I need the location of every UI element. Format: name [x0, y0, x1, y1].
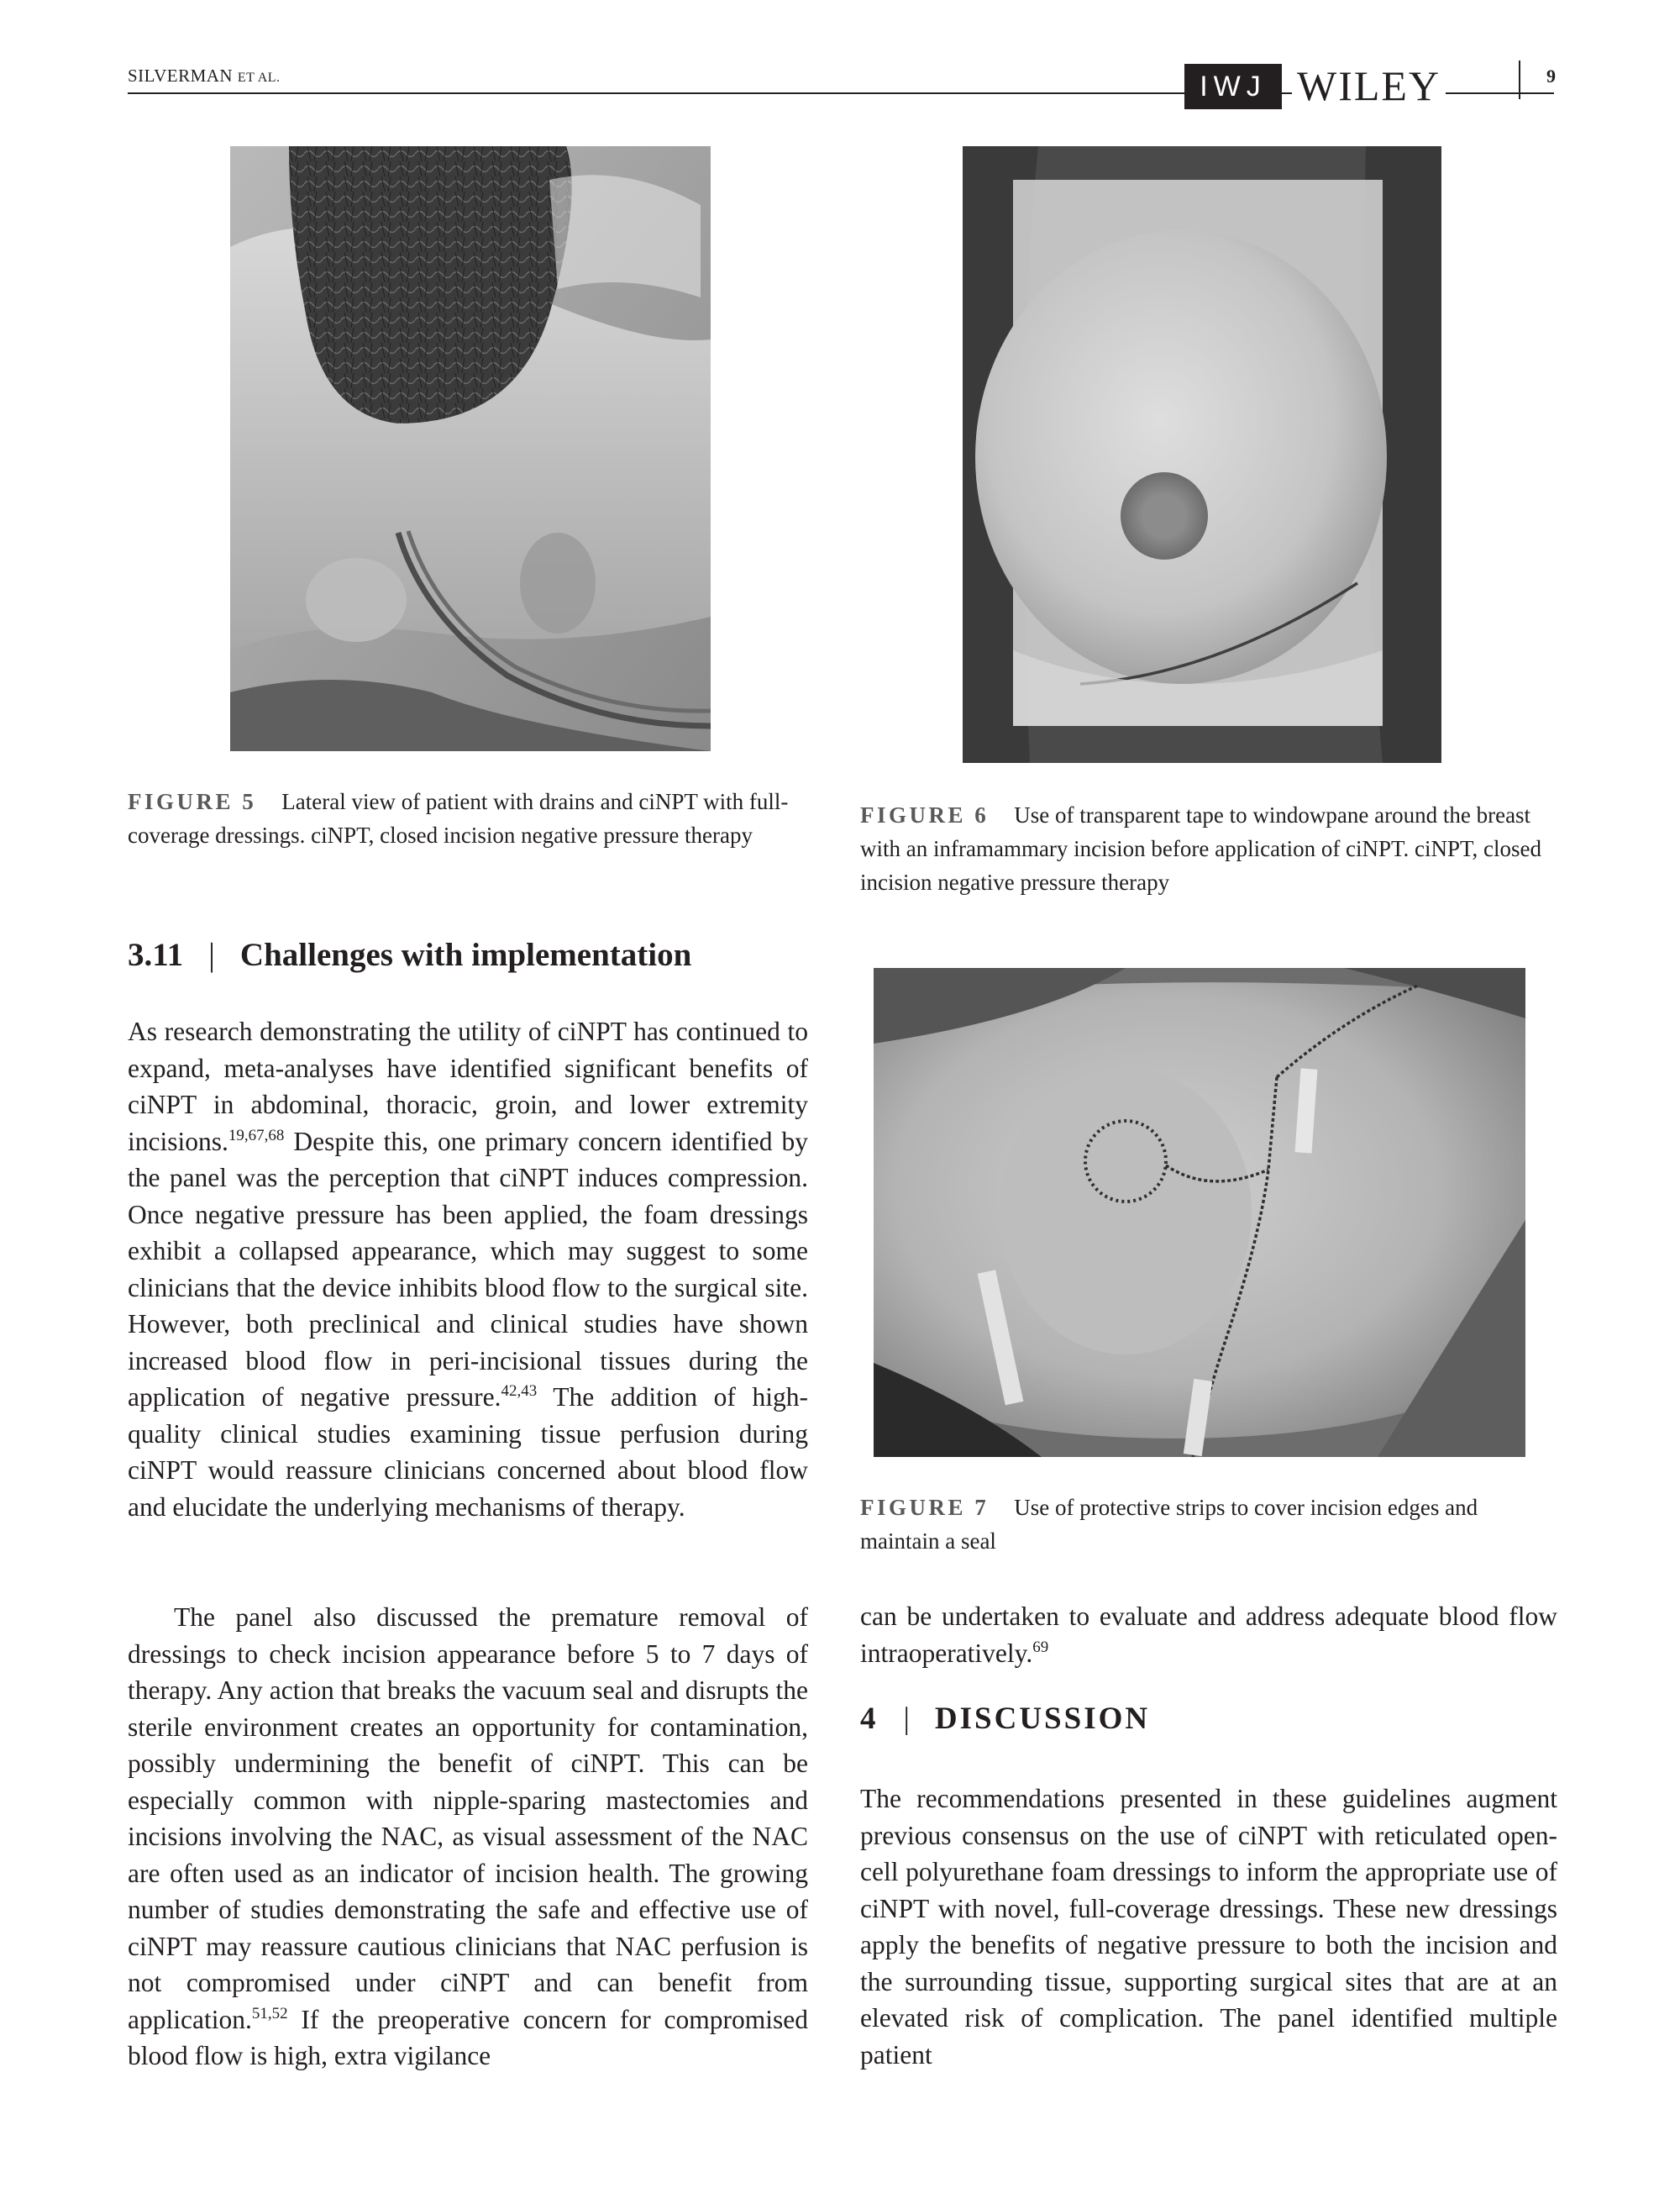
figure-6-caption [860, 798, 1557, 899]
figure-7-image [874, 968, 1525, 1457]
section-3-11-paragraph-1 [128, 1013, 808, 1525]
figure-6-label: FIGURE 6 [860, 802, 990, 828]
section-number: 3.11 [128, 937, 184, 973]
figure-6-image [963, 146, 1441, 763]
figure-7-photo [874, 968, 1525, 1457]
journal-logo: IWJ [1184, 64, 1282, 109]
paragraph-text: can be undertaken to evaluate and address adequate blood flow intraoperatively. [860, 1602, 1557, 1668]
figure-5-caption-text: Lateral view of patient with drains and ciNPT with full-coverage dressings. ciNPT, closed incision negative pressure therapy [128, 789, 789, 848]
paragraph-text: The addition of high-quality clinical studies examining tissue perfusion during ciNPT would reassure clinicians concerned about blood flow and elucidate the underlying mechanisms of therapy. [128, 1382, 808, 1522]
section-3-11-paragraph-2 [128, 1599, 808, 2075]
figure-5-caption [128, 785, 810, 852]
figure-7-caption [860, 1491, 1557, 1558]
citation-reference: 51,52 [251, 2004, 288, 2022]
section-heading-3-11 [128, 936, 691, 974]
figure-5-image [230, 146, 711, 751]
section-4-paragraph-1: The recommendations presented in these guidelines augment previous consensus on the use of ciNPT with reticulated open-cell polyurethane foam dressings to inform the appropriate use of ciNPT with novel, full-coverage dressings. These new dressings apply the benefits of negative pressure to both the incision and the surrounding tissue, supporting surgical sites that are at an elevated risk of complication. The panel identified multiple patient [860, 1784, 1557, 2070]
figure-6-caption-text: Use of transparent tape to windowpane around the breast with an inframammary incision before application of ciNPT. ciNPT, closed incision negative pressure therapy [860, 802, 1542, 895]
section-3-11-paragraph-2-continued [860, 1598, 1557, 1671]
paragraph-text: The panel also discussed the premature removal of dressings to check incision appearance before 5 to 7 days of therapy. Any action that breaks the vacuum seal and disrupts the sterile environment creates an opportunity for contamination, possibly undermining the benefit of ciNPT. This can be especially common with nipple-sparing mastectomies and incisions involving the NAC, as visual assessment of the NAC are often used as an indicator of incision health. The growing number of studies demonstrating the safe and effective use of ciNPT may reassure cautious clinicians that NAC perfusion is not compromised under ciNPT and can benefit from application. [128, 1602, 808, 2034]
section-heading-4 [860, 1701, 1150, 1737]
heading-separator: | [903, 1701, 910, 1736]
citation-reference: 42,43 [501, 1382, 538, 1400]
section-number: 4 [860, 1701, 879, 1736]
author-name: SILVERMAN [128, 66, 234, 86]
paragraph-text: As research demonstrating the utility of ciNPT has continued to expand, meta-analyses have identified significant benefits of ciNPT in abdominal, thoracic, groin, and lower extremity incisions. [128, 1017, 808, 1156]
paragraph-text: Despite this, one primary concern identified by the panel was the perception that ciNPT induces compression. Once negative pressure has been applied, the foam dressings exhibit a collapsed appearance, which may suggest to some clinicians that the device inhibits blood flow to the surgical site. However, both preclinical and clinical studies have shown increased blood flow in peri-incisional tissues during the application of negative pressure. [128, 1126, 808, 1412]
citation-reference: 69 [1032, 1638, 1049, 1656]
figure-5-photo [230, 146, 711, 751]
running-head-author [128, 66, 281, 87]
paragraph-text: If the preoperative concern for compromised blood flow is high, extra vigilance [128, 2004, 808, 2070]
figure-7-caption-text: Use of protective strips to cover incision edges and maintain a seal [860, 1495, 1478, 1554]
publisher-logo: WILEY [1292, 60, 1446, 111]
heading-separator: | [208, 937, 215, 973]
figure-5-label: FIGURE 5 [128, 789, 257, 814]
citation-reference: 19,67,68 [228, 1126, 285, 1144]
figure-6-photo [963, 146, 1441, 763]
section-title: DISCUSSION [934, 1701, 1151, 1736]
figure-7-label: FIGURE 7 [860, 1495, 990, 1520]
author-suffix: ET AL. [237, 71, 281, 85]
section-title: Challenges with implementation [239, 937, 692, 973]
page-number: 9 [1546, 66, 1556, 87]
header-divider [1519, 60, 1520, 99]
